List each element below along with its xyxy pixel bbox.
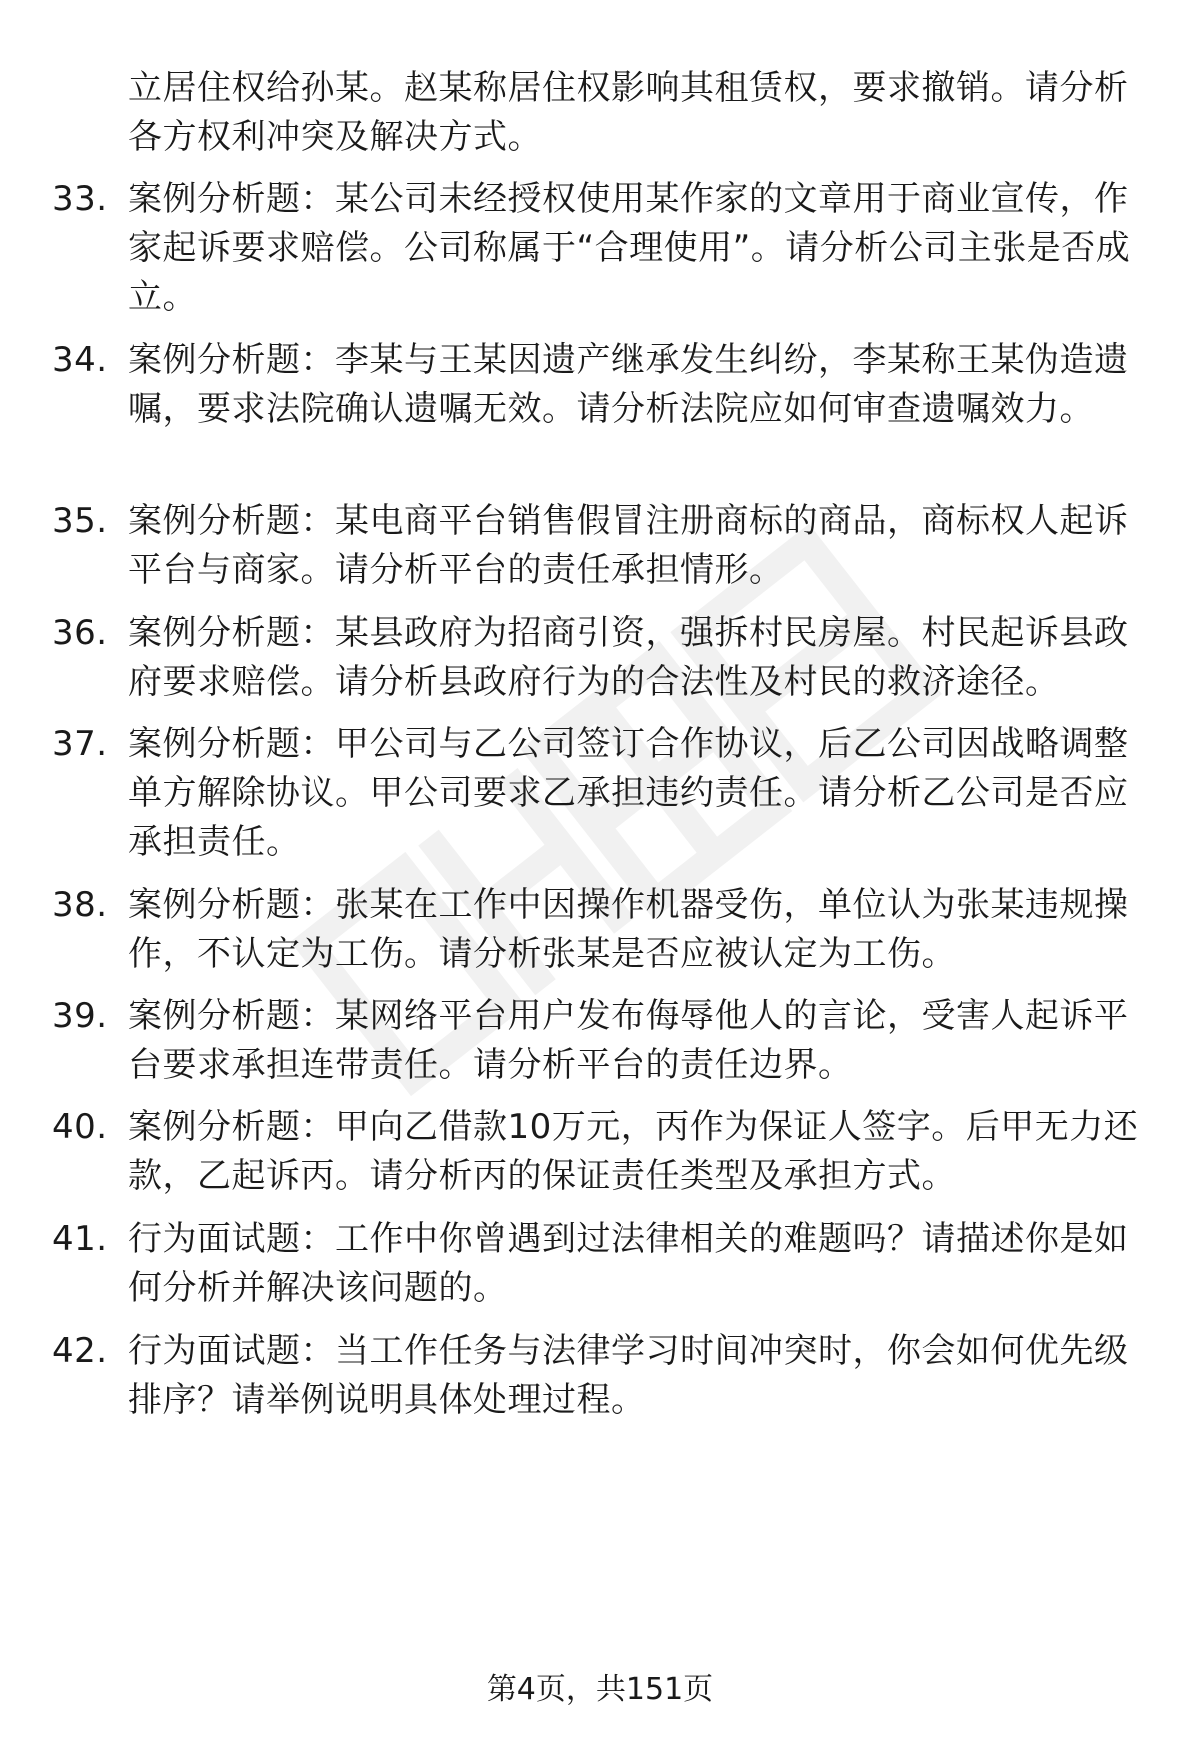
- question-number: 37.: [52, 724, 108, 764]
- question-number: 34.: [52, 340, 108, 380]
- question-number: 33.: [52, 179, 108, 219]
- question-number: 38.: [52, 885, 108, 925]
- question-text: 案例分析题：甲向乙借款10万元，丙作为保证人签字。后甲无力还款，乙起诉丙。请分析丙的保证责任类型及承担方式。: [128, 1107, 1139, 1196]
- question-text: 案例分析题：某县政府为招商引资，强拆村民房屋。村民起诉县政府要求赔偿。请分析县政府行为的合法性及村民的救济途径。: [128, 613, 1129, 702]
- question-text: 案例分析题：张某在工作中因操作机器受伤，单位认为张某违规操作，不认定为工伤。请分析张某是否应被认定为工伤。: [128, 885, 1129, 974]
- question-text: 案例分析题：某网络平台用户发布侮辱他人的言论，受害人起诉平台要求承担连带责任。请分析平台的责任边界。: [128, 996, 1129, 1085]
- question-number: 39.: [52, 996, 108, 1036]
- question-number: 41.: [52, 1219, 108, 1259]
- question-number: 40.: [52, 1107, 108, 1147]
- question-number: 36.: [52, 613, 108, 653]
- page-footer: 第4页，共151页: [486, 1672, 714, 1707]
- continued-paragraph: 立居住权给孙某。赵某称居住权影响其租赁权，要求撤销。请分析各方权利冲突及解决方式。: [128, 68, 1129, 157]
- question-text: 行为面试题：工作中你曾遇到过法律相关的难题吗？请描述你是如何分析并解决该问题的。: [128, 1219, 1129, 1308]
- question-text: 案例分析题：某电商平台销售假冒注册商标的商品，商标权人起诉平台与商家。请分析平台的责任承担情形。: [128, 501, 1129, 590]
- question-number: 35.: [52, 501, 108, 541]
- question-number: 42.: [52, 1331, 108, 1371]
- question-text: 行为面试题：当工作任务与法律学习时间冲突时，你会如何优先级排序？请举例说明具体处理过程。: [128, 1331, 1129, 1420]
- question-text: 案例分析题：甲公司与乙公司签订合作协议，后乙公司因战略调整单方解除协议。甲公司要求乙承担违约责任。请分析乙公司是否应承担责任。: [128, 724, 1129, 862]
- question-text: 案例分析题：李某与王某因遗产继承发生纠纷，李某称王某伪造遗嘱，要求法院确认遗嘱无效。请分析法院应如何审查遗嘱效力。: [128, 340, 1129, 429]
- question-text: 案例分析题：某公司未经授权使用某作家的文章用于商业宣传，作家起诉要求赔偿。公司称属于“合理使用”。请分析公司主张是否成立。: [128, 179, 1131, 317]
